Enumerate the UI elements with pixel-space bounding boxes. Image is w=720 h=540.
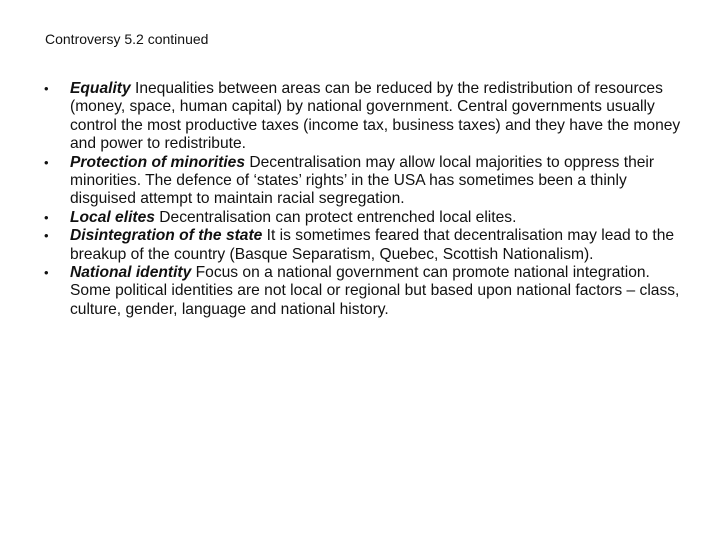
bullet-text: Decentralisation may allow local majorities to oppress their minorities. The defence of ‘states’ rights’ in the USA has sometimes been a thinly disguised attempt to maintain racial segregation. bbox=[70, 153, 655, 208]
bullet-term: Local elites bbox=[70, 208, 155, 226]
bullet-list bbox=[44, 80, 694, 319]
bullet-dot-icon: • bbox=[44, 265, 49, 281]
bullet-term: Equality bbox=[70, 80, 131, 97]
bullet-text: Inequalities between areas can be reduced by the redistribution of resources (money, space, human capital) by national government. Central governments usually control the most productive taxes (income tax, business taxes) and they have the money and power to redistribute. bbox=[70, 80, 681, 153]
bullet-dot-icon: • bbox=[44, 81, 49, 96]
bullet-dot-icon: • bbox=[44, 228, 49, 244]
bullet-term: National identity bbox=[70, 264, 192, 282]
bullet-text: It is sometimes feared that decentralisation may lead to the breakup of the country (Basque Separatism, Quebec, Scottish Nationalism). bbox=[70, 227, 675, 263]
bullet-dot-icon: • bbox=[44, 154, 49, 170]
bullet-item-protection-of-minorities bbox=[44, 154, 694, 209]
bullet-dot-icon: • bbox=[44, 209, 49, 225]
bullet-text: Focus on a national government can promote national integration. Some political identities are not local or regional but based upon national factors – class, culture, gender, language and national history. bbox=[70, 264, 680, 318]
bullet-item-equality bbox=[44, 80, 694, 154]
bullet-term: Disintegration of the state bbox=[70, 227, 263, 245]
bullet-item-national-identity bbox=[44, 264, 694, 319]
bullet-text: Decentralisation can protect entrenched local elites. bbox=[154, 208, 517, 226]
bullet-item-disintegration-of-the-state bbox=[44, 227, 694, 264]
slide-title: Controversy 5.2 continued bbox=[45, 31, 209, 47]
bullet-item-local-elites bbox=[44, 209, 694, 227]
bullet-term: Protection of minorities bbox=[70, 153, 246, 171]
